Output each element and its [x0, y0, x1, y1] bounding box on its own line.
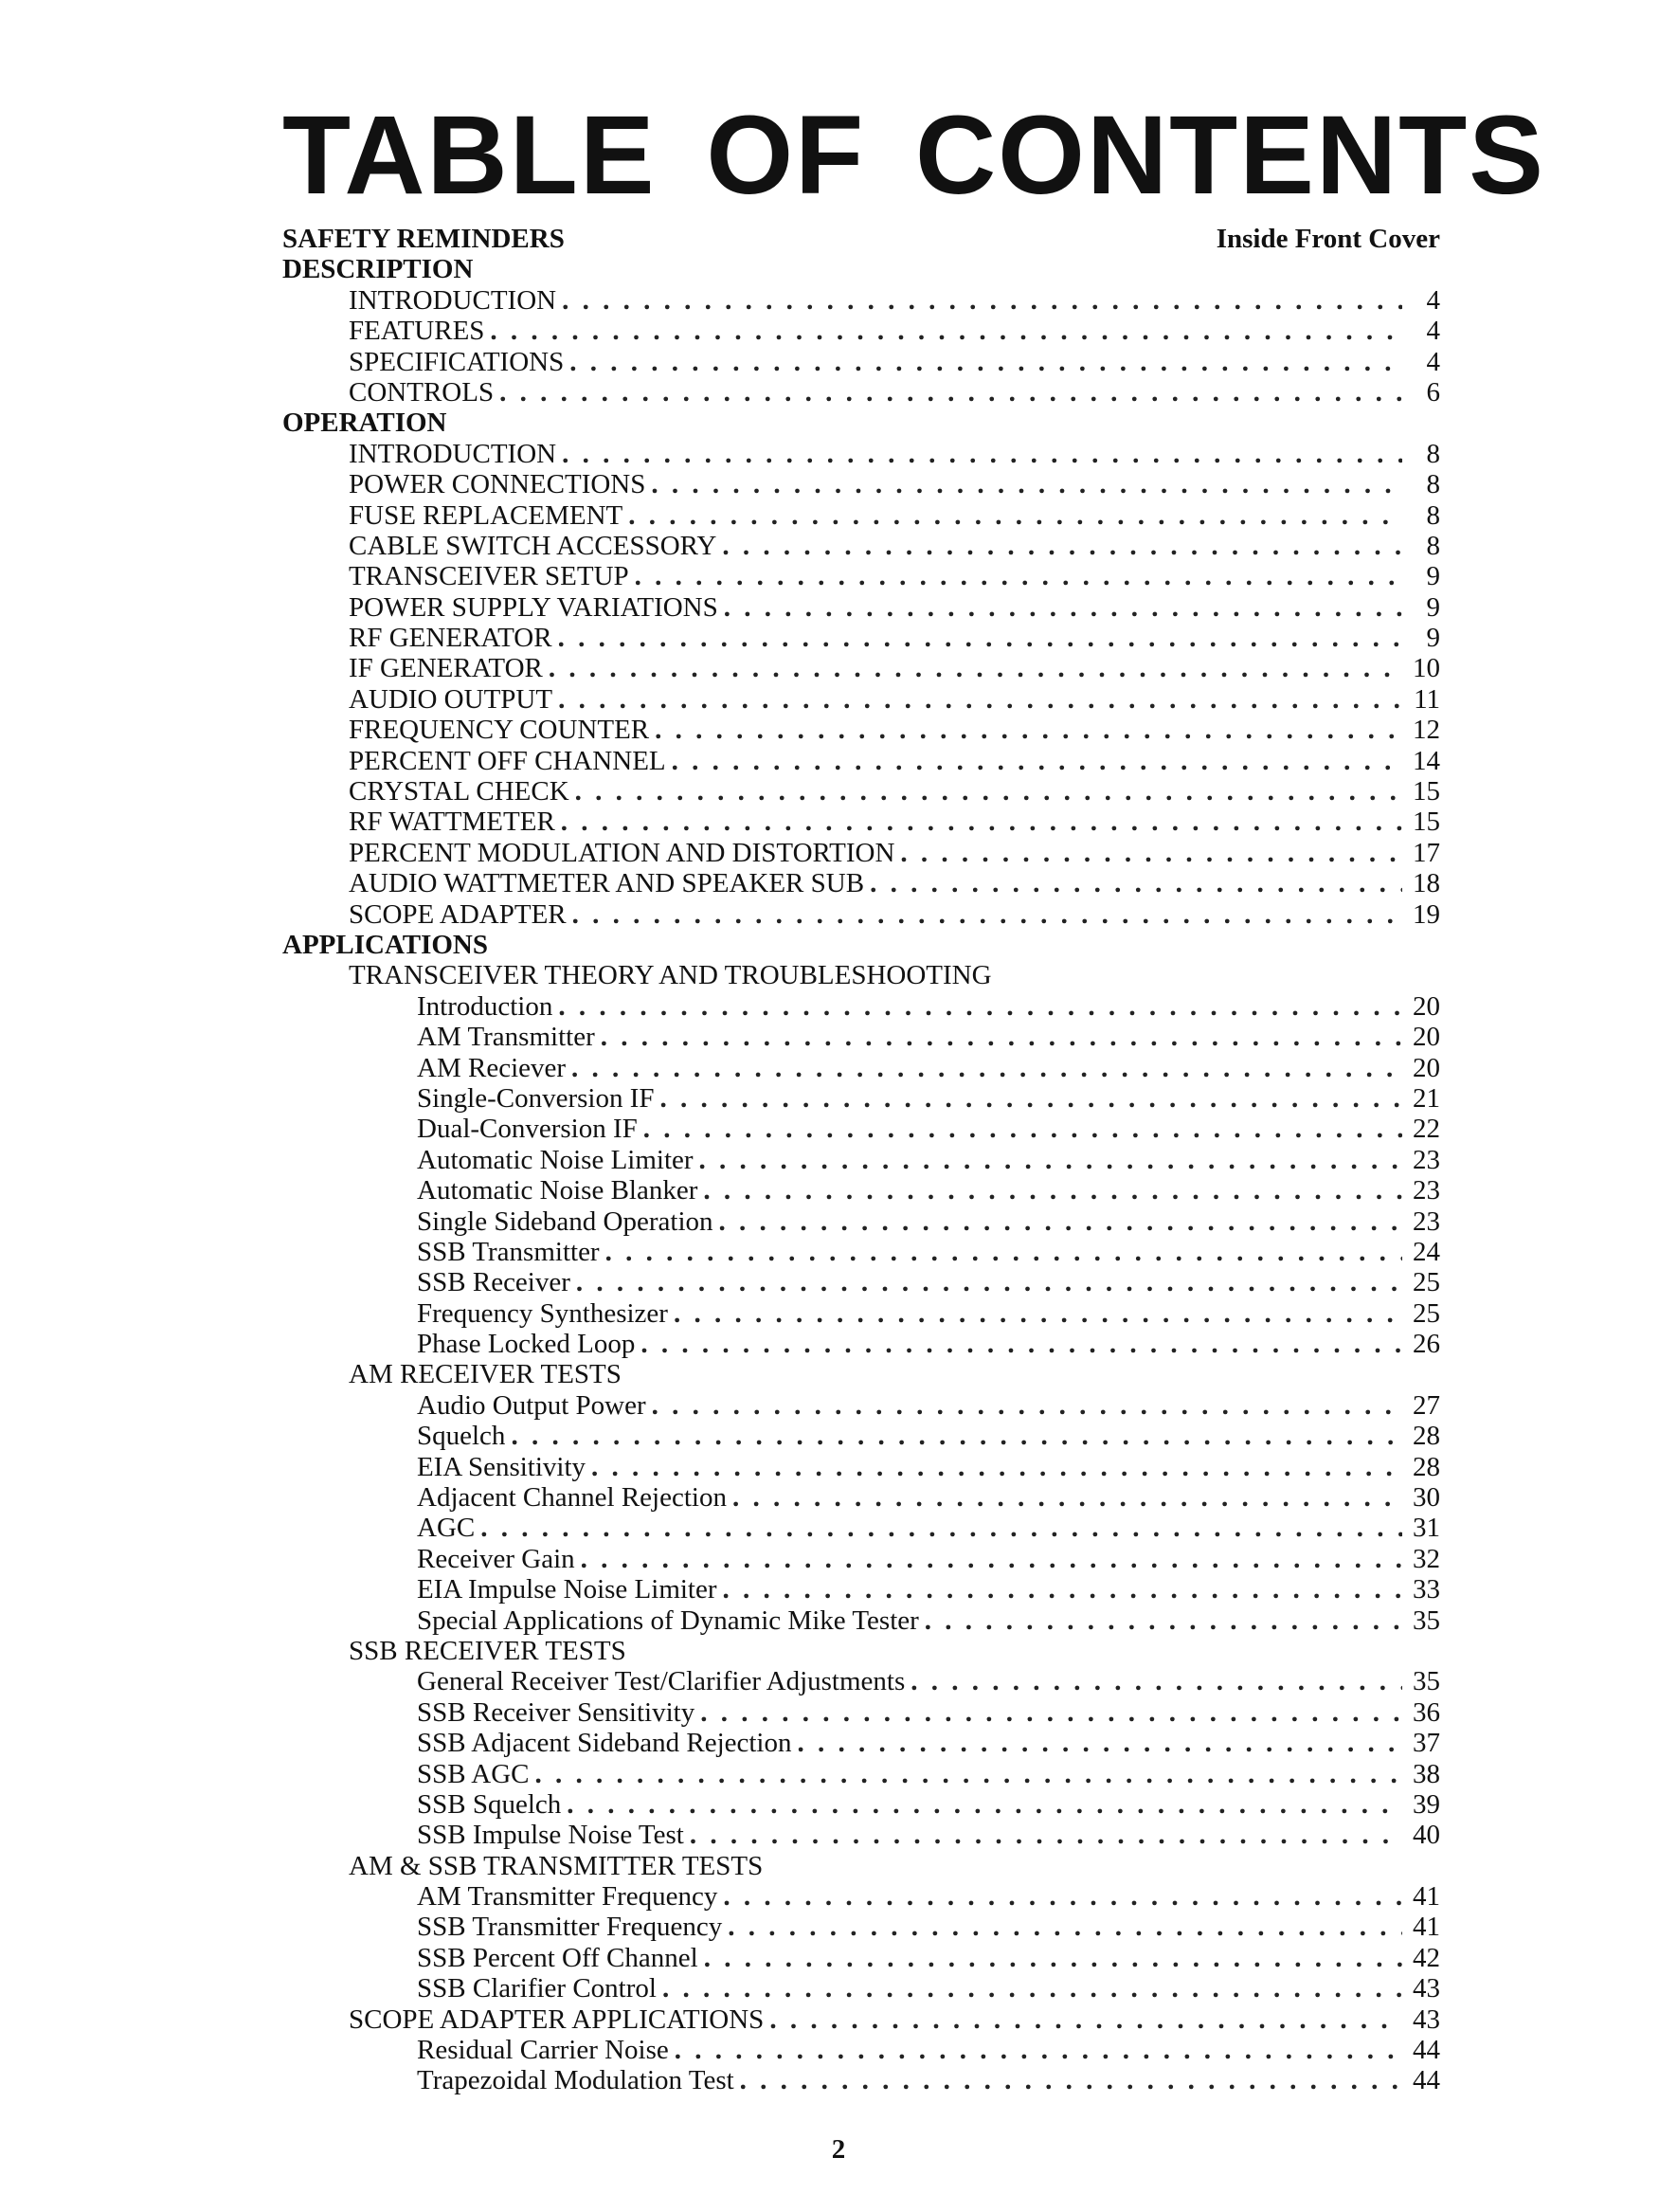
- dot-leader: [635, 561, 1402, 591]
- toc-entry: [282, 1206, 1440, 1237]
- toc-entry-page: 28: [1413, 1421, 1440, 1452]
- toc-entry: [282, 991, 1440, 1022]
- dot-leader: [652, 1390, 1402, 1421]
- dot-leader: [769, 2004, 1402, 2035]
- dot-leader: [480, 1513, 1402, 1543]
- toc-entry: [282, 960, 1440, 990]
- toc-entry: [282, 838, 1440, 868]
- toc-entry-label: IF GENERATOR: [349, 653, 543, 684]
- toc-entry-page: 38: [1413, 1758, 1440, 1789]
- dot-leader: [925, 1605, 1402, 1636]
- toc-entry-label: SSB Transmitter Frequency: [417, 1912, 723, 1943]
- toc-entry-page: 39: [1413, 1788, 1440, 1820]
- dot-leader: [700, 1697, 1402, 1728]
- toc-entry-label: Audio Output Power: [417, 1389, 646, 1421]
- toc-entry-label: Automatic Noise Limiter: [417, 1144, 694, 1175]
- toc-entry: [282, 715, 1440, 745]
- toc-entry-page: 28: [1413, 1451, 1440, 1482]
- toc-entry-page: 8: [1426, 438, 1440, 469]
- dot-leader: [660, 1083, 1402, 1114]
- dot-leader: [732, 1482, 1402, 1513]
- toc-entry: [282, 1114, 1440, 1144]
- dot-leader: [549, 653, 1402, 683]
- toc-entry-label: TRANSCEIVER SETUP: [349, 561, 629, 592]
- toc-entry-page: 23: [1413, 1206, 1440, 1237]
- dot-leader: [558, 991, 1402, 1022]
- dot-leader: [572, 899, 1402, 930]
- toc-entry: [282, 2065, 1440, 2095]
- dot-leader: [699, 1145, 1402, 1175]
- toc-entry-label: SSB Transmitter: [417, 1236, 600, 1267]
- dot-leader: [719, 1206, 1402, 1237]
- toc-entry-label: SSB Clarifier Control: [417, 1973, 657, 2004]
- toc-entry-page: 35: [1413, 1605, 1440, 1636]
- toc-entry: [282, 1513, 1440, 1543]
- toc-entry: [282, 1053, 1440, 1083]
- toc-entry: [282, 1145, 1440, 1175]
- toc-entry-label: Special Applications of Dynamic Mike Tester: [417, 1605, 919, 1636]
- toc-entry-page: 9: [1426, 623, 1440, 654]
- toc-entry: [282, 1728, 1440, 1758]
- page-number: 2: [831, 2134, 846, 2165]
- toc-entry: [282, 930, 1440, 960]
- toc-entry-label: AUDIO OUTPUT: [349, 683, 553, 715]
- toc-entry: [282, 1666, 1440, 1696]
- dot-leader: [591, 1452, 1402, 1482]
- toc-entry-page: 8: [1426, 499, 1440, 531]
- dot-leader: [690, 1820, 1402, 1850]
- toc-entry: [282, 2004, 1440, 2035]
- toc-entry-page: 23: [1413, 1175, 1440, 1206]
- toc-entry: [282, 1175, 1440, 1206]
- dot-leader: [674, 1298, 1402, 1329]
- page-title: TABLE OF CONTENTS: [282, 93, 1545, 218]
- toc-entry-label: INTRODUCTION: [349, 438, 557, 469]
- dot-leader: [561, 807, 1402, 837]
- toc-entry-label: Single Sideband Operation: [417, 1206, 713, 1237]
- toc-entry-label: SSB Percent Off Channel: [417, 1942, 698, 1973]
- toc-entry: [282, 1544, 1440, 1574]
- toc-entry: [282, 1697, 1440, 1728]
- toc-entry-label: SSB RECEIVER TESTS: [349, 1635, 626, 1666]
- toc-entry: [282, 1083, 1440, 1114]
- toc-entry-page: 6: [1426, 376, 1440, 408]
- toc-entry: [282, 531, 1440, 561]
- toc-entry: [282, 561, 1440, 591]
- toc-entry-page: 30: [1413, 1482, 1440, 1514]
- toc-entry-label: Single-Conversion IF: [417, 1082, 655, 1114]
- toc-entry-label: Dual-Conversion IF: [417, 1114, 638, 1145]
- toc-entry-label: TRANSCEIVER THEORY AND TROUBLESHOOTING: [349, 960, 992, 991]
- toc-entry: [282, 347, 1440, 377]
- dot-leader: [740, 2065, 1402, 2095]
- toc-entry: [282, 1912, 1440, 1942]
- toc-entry-label: AM & SSB TRANSMITTER TESTS: [349, 1850, 764, 1881]
- toc-entry-label: OPERATION: [282, 408, 447, 439]
- toc-entry-label: DESCRIPTION: [282, 254, 474, 285]
- toc-entry: [282, 1605, 1440, 1636]
- toc-entry: [282, 1881, 1440, 1912]
- table-of-contents: [282, 224, 1440, 2096]
- toc-entry-label: SSB Impulse Noise Test: [417, 1820, 684, 1851]
- toc-entry-page: 8: [1426, 530, 1440, 561]
- toc-entry-label: SSB Receiver: [417, 1267, 570, 1298]
- toc-entry-label: AM RECEIVER TESTS: [349, 1359, 622, 1390]
- dot-leader: [651, 469, 1402, 499]
- toc-entry-page: 43: [1413, 1973, 1440, 2004]
- toc-entry-label: SSB Adjacent Sideband Rejection: [417, 1728, 792, 1759]
- toc-entry: [282, 316, 1440, 346]
- dot-leader: [558, 684, 1402, 715]
- toc-entry-label: AUDIO WATTMETER AND SPEAKER SUB: [349, 868, 865, 899]
- dot-leader: [662, 1973, 1402, 2003]
- toc-entry: [282, 684, 1440, 715]
- dot-leader: [490, 316, 1402, 346]
- dot-leader: [534, 1759, 1402, 1789]
- toc-entry-label: General Receiver Test/Clarifier Adjustments: [417, 1666, 906, 1697]
- toc-entry-label: SAFETY REMINDERS: [282, 224, 565, 254]
- dot-leader: [576, 1267, 1402, 1297]
- toc-entry-label: RF WATTMETER: [349, 807, 555, 838]
- dot-leader: [601, 1022, 1402, 1052]
- dot-leader: [870, 868, 1402, 898]
- dot-leader: [562, 439, 1402, 469]
- dot-leader: [575, 776, 1402, 807]
- toc-entry: [282, 1237, 1440, 1267]
- toc-entry: [282, 1298, 1440, 1329]
- toc-entry: [282, 377, 1440, 408]
- toc-entry-page: 20: [1413, 1022, 1440, 1053]
- toc-entry: [282, 1482, 1440, 1513]
- toc-entry-page: 27: [1413, 1389, 1440, 1421]
- toc-entry-page: 26: [1413, 1329, 1440, 1360]
- toc-entry-page: 17: [1413, 837, 1440, 868]
- toc-entry-page: 32: [1413, 1543, 1440, 1574]
- toc-entry: [282, 807, 1440, 837]
- toc-entry: [282, 1759, 1440, 1789]
- toc-entry-label: PERCENT OFF CHANNEL: [349, 745, 666, 776]
- toc-entry-page: 20: [1413, 990, 1440, 1022]
- toc-entry-page: 11: [1414, 683, 1440, 715]
- toc-entry-label: EIA Impulse Noise Limiter: [417, 1574, 717, 1605]
- dot-leader: [567, 1789, 1402, 1820]
- toc-entry: [282, 1574, 1440, 1605]
- toc-entry-label: POWER SUPPLY VARIATIONS: [349, 591, 718, 623]
- toc-entry: [282, 1390, 1440, 1421]
- toc-entry: [282, 254, 1440, 284]
- dot-leader: [797, 1728, 1402, 1758]
- toc-entry-label: SSB Squelch: [417, 1788, 562, 1820]
- toc-entry-label: SCOPE ADAPTER APPLICATIONS: [349, 2003, 765, 2035]
- toc-entry-label: RF GENERATOR: [349, 623, 552, 654]
- toc-entry: [282, 1943, 1440, 1973]
- toc-entry-page: 15: [1413, 776, 1440, 807]
- toc-entry: [282, 1973, 1440, 2003]
- toc-entry: [282, 1267, 1440, 1297]
- toc-entry-page: 41: [1413, 1881, 1440, 1913]
- toc-entry: [282, 776, 1440, 807]
- dot-leader: [581, 1544, 1402, 1574]
- toc-entry-page: 8: [1426, 469, 1440, 500]
- toc-entry: [282, 1820, 1440, 1850]
- toc-entry-label: Automatic Noise Blanker: [417, 1175, 698, 1206]
- dot-leader: [672, 746, 1402, 776]
- toc-entry-label: FREQUENCY COUNTER: [349, 715, 650, 746]
- toc-entry-label: AGC: [417, 1513, 476, 1544]
- toc-entry-label: APPLICATIONS: [282, 929, 488, 960]
- toc-entry-label: Introduction: [417, 990, 553, 1022]
- toc-entry-label: Phase Locked Loop: [417, 1329, 636, 1360]
- dot-leader: [655, 715, 1402, 745]
- toc-entry: [282, 1452, 1440, 1482]
- dot-leader: [558, 623, 1402, 653]
- toc-entry: [282, 1421, 1440, 1451]
- toc-entry-label: EIA Sensitivity: [417, 1451, 586, 1482]
- toc-entry-page: 22: [1413, 1114, 1440, 1145]
- toc-entry-page: 4: [1426, 284, 1440, 316]
- dot-leader: [605, 1237, 1402, 1267]
- toc-entry-label: Squelch: [417, 1421, 506, 1452]
- dot-leader: [569, 347, 1402, 377]
- toc-entry-page: 10: [1413, 653, 1440, 684]
- toc-entry-label: AM Transmitter Frequency: [417, 1881, 718, 1913]
- toc-entry-label: CONTROLS: [349, 376, 495, 408]
- toc-entry-page: 25: [1413, 1267, 1440, 1298]
- dot-leader: [723, 1881, 1402, 1912]
- toc-entry-page: 25: [1413, 1297, 1440, 1329]
- dot-leader: [628, 500, 1402, 531]
- toc-entry-page: 44: [1413, 2065, 1440, 2096]
- toc-entry-page: 41: [1413, 1912, 1440, 1943]
- toc-entry-page: 24: [1413, 1236, 1440, 1267]
- toc-entry-page: 42: [1413, 1942, 1440, 1973]
- toc-entry: [282, 1789, 1440, 1820]
- toc-entry: [282, 868, 1440, 898]
- toc-entry: [282, 285, 1440, 316]
- toc-entry: [282, 500, 1440, 531]
- toc-entry-page: 9: [1426, 591, 1440, 623]
- dot-leader: [640, 1329, 1402, 1359]
- toc-entry-page: 33: [1413, 1574, 1440, 1605]
- toc-entry-label: SSB Receiver Sensitivity: [417, 1696, 695, 1728]
- toc-entry-page: 36: [1413, 1696, 1440, 1728]
- dot-leader: [562, 285, 1402, 316]
- toc-entry-label: Residual Carrier Noise: [417, 2035, 669, 2066]
- toc-entry-label: CABLE SWITCH ACCESSORY: [349, 530, 717, 561]
- toc-entry-page: 23: [1413, 1144, 1440, 1175]
- toc-entry-label: SSB AGC: [417, 1758, 530, 1789]
- toc-entry-label: Receiver Gain: [417, 1543, 575, 1574]
- toc-entry-page: 35: [1413, 1666, 1440, 1697]
- dot-leader: [911, 1666, 1402, 1696]
- toc-entry-label: Trapezoidal Modulation Test: [417, 2065, 734, 2096]
- toc-entry-label: FUSE REPLACEMENT: [349, 499, 623, 531]
- toc-entry: [282, 746, 1440, 776]
- dot-leader: [722, 531, 1402, 561]
- toc-entry: [282, 439, 1440, 469]
- toc-entry: [282, 1851, 1440, 1881]
- toc-entry-page: 31: [1413, 1513, 1440, 1544]
- toc-entry-page: 37: [1413, 1728, 1440, 1759]
- toc-entry-page: 9: [1426, 561, 1440, 592]
- toc-entry: [282, 408, 1440, 438]
- toc-entry-label: Frequency Synthesizer: [417, 1297, 668, 1329]
- toc-entry: [282, 1329, 1440, 1359]
- dot-leader: [900, 838, 1402, 868]
- toc-entry-label: SCOPE ADAPTER: [349, 898, 567, 930]
- toc-entry-page: 44: [1413, 2035, 1440, 2066]
- toc-entry-page: 21: [1413, 1082, 1440, 1114]
- toc-entry-page: 12: [1413, 715, 1440, 746]
- dot-leader: [704, 1943, 1402, 1973]
- toc-entry: [282, 899, 1440, 930]
- toc-entry: [282, 653, 1440, 683]
- toc-entry: [282, 469, 1440, 499]
- toc-entry-label: AM Reciever: [417, 1052, 567, 1083]
- dot-leader: [728, 1912, 1402, 1942]
- toc-entry-page: 14: [1413, 745, 1440, 776]
- toc-entry-label: POWER CONNECTIONS: [349, 469, 646, 500]
- toc-entry-page: 18: [1413, 868, 1440, 899]
- dot-leader: [511, 1421, 1402, 1451]
- toc-entry: [282, 1022, 1440, 1052]
- dot-leader: [675, 2035, 1402, 2065]
- toc-entry-label: Adjacent Channel Rejection: [417, 1482, 727, 1514]
- toc-entry-page: 4: [1426, 346, 1440, 377]
- toc-entry-page: 4: [1426, 316, 1440, 347]
- dot-leader: [499, 377, 1402, 408]
- toc-entry-page: 15: [1413, 807, 1440, 838]
- toc-entry-page: 40: [1413, 1820, 1440, 1851]
- toc-entry-page: 19: [1413, 898, 1440, 930]
- toc-entry: [282, 1636, 1440, 1666]
- toc-entry: [282, 2035, 1440, 2065]
- toc-entry: [282, 623, 1440, 653]
- toc-entry-label: AM Transmitter: [417, 1022, 595, 1053]
- toc-entry: [282, 1359, 1440, 1389]
- toc-entry-label: SPECIFICATIONS: [349, 346, 565, 377]
- dot-leader: [571, 1053, 1402, 1083]
- toc-entry: [282, 224, 1440, 254]
- toc-entry-page: 20: [1413, 1052, 1440, 1083]
- dot-leader: [724, 592, 1402, 623]
- dot-leader: [723, 1574, 1402, 1605]
- toc-entry: [282, 592, 1440, 623]
- toc-entry-label: INTRODUCTION: [349, 284, 557, 316]
- dot-leader: [643, 1114, 1402, 1144]
- toc-entry-label: FEATURES: [349, 316, 485, 347]
- toc-entry-page: Inside Front Cover: [1216, 224, 1440, 254]
- dot-leader: [703, 1175, 1402, 1206]
- toc-entry-label: PERCENT MODULATION AND DISTORTION: [349, 837, 895, 868]
- toc-entry-label: CRYSTAL CHECK: [349, 776, 569, 807]
- toc-entry-page: 43: [1413, 2003, 1440, 2035]
